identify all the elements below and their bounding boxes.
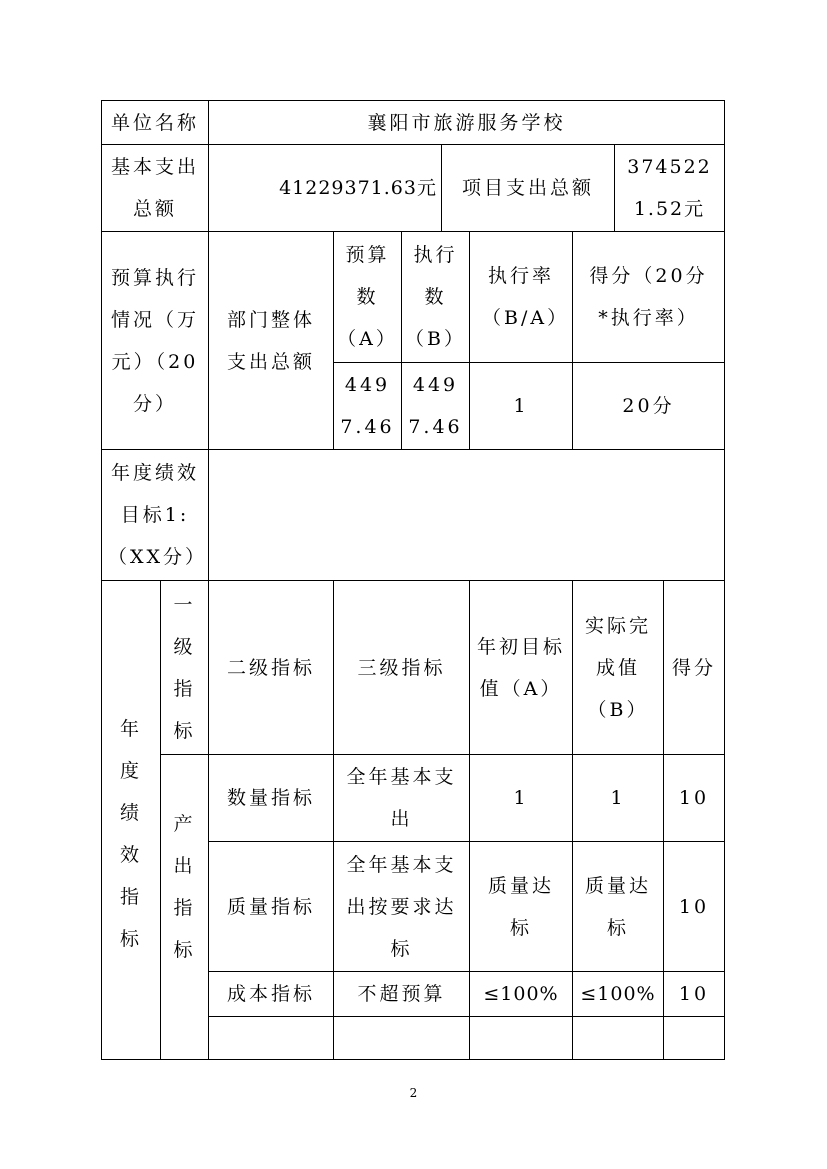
col-executed-amount: 执行数（B） [405,244,466,350]
annual-indicators-label-char: 绩 [119,802,142,824]
row2-target: 质量达标 [487,874,554,939]
row2-actual: 质量达标 [584,874,651,939]
execution-rate-value: 1 [513,395,529,417]
rule [724,100,725,1060]
row2-level3: 全年基本支出按要求达标 [346,853,457,960]
row3-actual: ≤100% [580,983,656,1005]
row3-score: 10 [678,983,710,1005]
level2-indicator-header: 二级指标 [226,656,315,679]
annual-goal-label: 年度绩效目标1:（XX分） [108,462,208,568]
annual-goal-content [209,450,724,580]
row3-target: ≤100% [483,983,559,1005]
project-expense-value: 3745221.52元 [627,156,712,220]
project-expense-label: 项目支出总额 [461,177,594,199]
level1-indicator-header-char: 级 [173,635,196,658]
page-number: 2 [409,1086,418,1100]
output-indicator-label [161,755,208,1059]
budget-amount-value: 4497.46 [340,374,395,438]
dept-total-label: 部门整体支出总额 [226,308,315,373]
row2-score: 10 [678,895,710,918]
col-budget-amount: 预算数（A） [337,244,398,350]
annual-indicators-label-char: 指 [119,886,142,908]
basic-expense-label: 基本支出总额 [110,156,199,220]
level1-indicator-header [161,581,208,754]
budget-execution-label: 预算执行情况（万元）（20分） [110,266,199,415]
unit-name-label: 单位名称 [110,111,199,134]
basic-expense-value: 41229371.63元 [279,177,437,199]
col-score-formula: 得分（20分*执行率） [589,265,708,329]
row3-level3: 不超预算 [357,983,446,1005]
annual-indicators-label-char: 标 [119,928,142,950]
score-value: 20分 [622,395,675,417]
level3-indicator-header: 三级指标 [357,656,446,679]
level1-indicator-header-char: 一 [173,593,196,616]
output-indicator-label-char: 标 [173,939,196,961]
row1-actual: 1 [610,787,626,809]
row4-level3 [334,1017,469,1059]
row1-level2: 数量指标 [226,787,315,809]
row4-target [470,1017,572,1059]
row4-actual [573,1017,663,1059]
target-value-header: 年初目标值（A） [476,635,565,700]
row1-score: 10 [678,787,710,809]
executed-amount-value: 4497.46 [408,374,463,438]
output-indicator-label-char: 指 [173,897,196,919]
row1-level3: 全年基本支出 [346,766,457,830]
actual-value-header: 实际完成值（B） [584,614,651,721]
row2-level2: 质量指标 [226,895,315,918]
output-indicator-label-char: 产 [173,813,196,835]
annual-indicators-label-char: 效 [119,844,142,866]
annual-indicators-label-char: 度 [119,760,142,782]
level1-indicator-header-char: 标 [173,719,196,742]
col-execution-rate: 执行率（B/A） [482,265,570,329]
unit-name-value: 襄阳市旅游服务学校 [367,111,566,134]
score-header: 得分 [671,656,716,679]
row4-level2 [209,1017,333,1059]
level1-indicator-header-char: 指 [173,677,196,700]
row3-level2: 成本指标 [226,983,315,1005]
output-indicator-label-char: 出 [173,855,196,877]
annual-indicators-label-char: 年 [119,718,142,740]
row4-score [664,1017,724,1059]
annual-indicators-label [102,581,160,1059]
row1-target: 1 [513,787,529,809]
rule [101,1059,725,1060]
